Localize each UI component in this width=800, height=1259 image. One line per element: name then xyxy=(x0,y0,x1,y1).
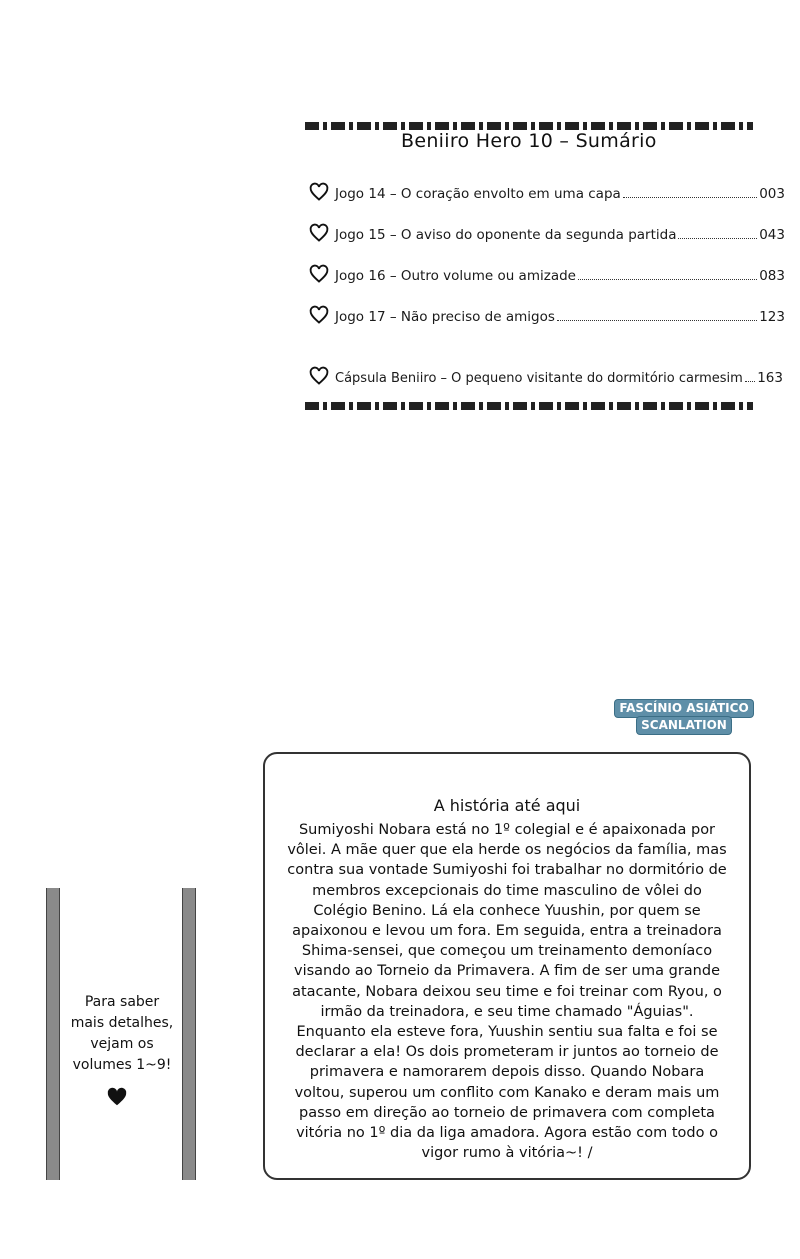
toc-leader-dots xyxy=(557,320,757,321)
toc-entry-label: Jogo 17 – Não preciso de amigos xyxy=(335,309,555,325)
toc-entry xyxy=(309,362,783,386)
toc-bottom-border xyxy=(305,402,753,410)
toc-entry-page: 043 xyxy=(759,227,785,243)
story-text: Sumiyoshi Nobara está no 1º colegial e é apaixonada por vôlei. A mãe quer que ela herde os negócios da família, mas contra sua vontade Sumiyoshi foi trabalhar no dormitório de membros excepcionais do time masculino de vôlei do Colégio Benino. Lá ela conhece Yuushin, por quem se apaixonou e levou um fora. Em seguida, entra a treinadora Shima-sensei, que começou um treinamento demoníaco visando ao Torneio da Primavera. A fim de ser uma grande atacante, Nobara deixou seu time e foi treinar com Ryou, o irmão da treinadora, e seu time chamado "Águias". Enquanto ela esteve fora, Yuushin sentiu sua falta e foi se declarar a ela! Os dois prometeram ir juntos ao torneio de primavera e namorarem depois disso. Quando Nobara voltou, superou um conflito com Kanako e deram mais um passo em direção ao torneio de primavera com completa vitória no 1º dia da liga amadora. Agora estão com todo o vigor rumo à vitória~! / xyxy=(287,822,727,1162)
heart-icon xyxy=(106,1086,128,1108)
heart-outline-icon xyxy=(309,305,329,325)
toc-entry-label: Jogo 16 – Outro volume ou amizade xyxy=(335,268,576,284)
toc-entry xyxy=(309,219,785,243)
toc-entry-label: Jogo 15 – O aviso do oponente da segunda partida xyxy=(335,227,677,243)
logo-line-1: FASCÍNIO ASIÁTICO xyxy=(615,700,752,717)
toc-leader-dots xyxy=(678,238,757,239)
toc-entry xyxy=(309,301,785,325)
heart-outline-icon xyxy=(309,182,329,202)
toc-entry-label: Cápsula Beniiro – O pequeno visitante do dormitório carmesim xyxy=(335,371,743,386)
toc-entry-page: 083 xyxy=(759,268,785,284)
toc-entry xyxy=(309,178,785,202)
toc-title: Beniiro Hero 10 – Sumário xyxy=(401,130,657,152)
story-so-far-box xyxy=(263,752,751,1180)
toc-leader-dots xyxy=(623,197,757,198)
volumes-note-panel xyxy=(46,888,198,1180)
logo-line-2: SCANLATION xyxy=(637,717,731,734)
right-gray-bar xyxy=(182,888,196,1180)
left-gray-bar xyxy=(46,888,60,1180)
story-title: A história até aqui xyxy=(433,796,581,815)
volumes-note-text: Para saber mais detalhes, vejam os volumes 1~9! xyxy=(70,994,174,1073)
heart-outline-icon xyxy=(309,264,329,284)
toc-top-border xyxy=(305,122,753,130)
toc-entry-label: Jogo 14 – O coração envolto em uma capa xyxy=(335,186,621,202)
table-of-contents xyxy=(305,118,785,413)
scanlation-logo xyxy=(613,700,755,734)
heart-outline-icon xyxy=(309,366,329,386)
toc-entry-page: 163 xyxy=(757,370,783,386)
toc-entry-page: 003 xyxy=(759,186,785,202)
toc-entry xyxy=(309,260,785,284)
toc-leader-dots xyxy=(745,381,755,382)
toc-entry-page: 123 xyxy=(759,309,785,325)
heart-outline-icon xyxy=(309,223,329,243)
toc-leader-dots xyxy=(578,279,757,280)
